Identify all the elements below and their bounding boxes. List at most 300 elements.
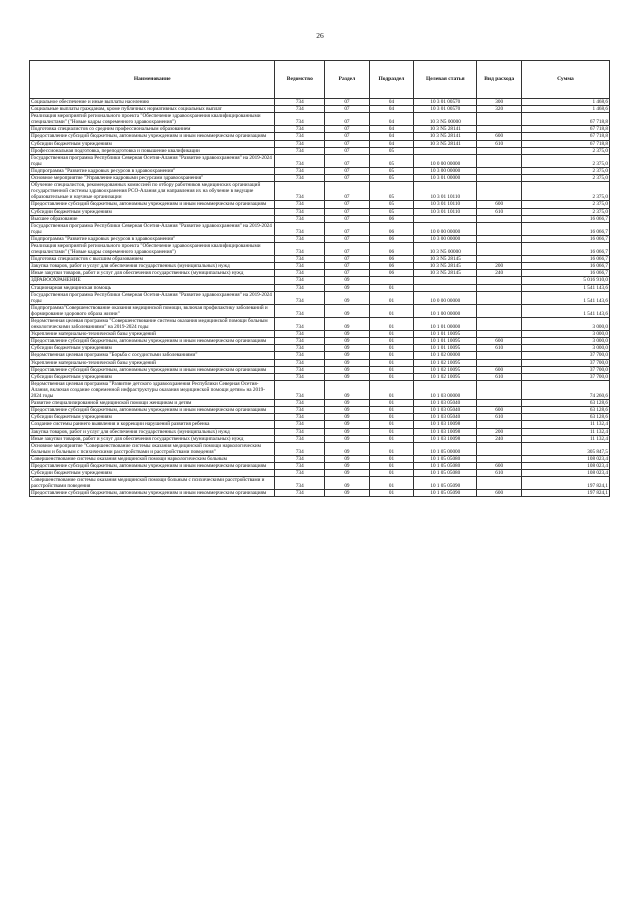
row-section-cell: 09 (325, 338, 370, 345)
row-name-cell: Обучение специалистов, рекомендованных комиссией по отбору работников медицинских организаций государственной системы здравоохранения РСО-Алания для направления их на обучение в ведущие образовательные и научные организации (30, 182, 275, 201)
row-department-cell: 734 (275, 421, 325, 428)
table-row (30, 435, 610, 442)
row-subsection-cell: 01 (369, 421, 414, 428)
row-amount-cell: 1 541 143,6 (521, 304, 609, 317)
row-subsection-cell: 05 (369, 201, 414, 208)
row-amount-cell: 108 023,4 (521, 455, 609, 462)
row-department-cell: 734 (275, 462, 325, 469)
row-target-article-cell: 10 1 01 10095 (414, 345, 477, 352)
row-expense-type-cell (477, 154, 522, 167)
table-row (30, 345, 610, 352)
table-row (30, 270, 610, 277)
row-amount-cell: 3 000,0 (521, 338, 609, 345)
row-section-cell: 09 (325, 304, 370, 317)
row-department-cell: 734 (275, 99, 325, 106)
row-target-article-cell: 10 1 03 10098 (414, 421, 477, 428)
row-department-cell: 734 (275, 263, 325, 270)
row-expense-type-cell (477, 256, 522, 263)
row-subsection-cell: 01 (369, 400, 414, 407)
row-name-cell: Субсидии бюджетным учреждениям (30, 140, 275, 147)
row-name-cell: Социальные выплаты гражданам, кроме публичных нормативных социальных выплат (30, 106, 275, 113)
row-name-cell: ЗДРАВООХРАНЕНИЕ (30, 277, 275, 284)
row-section-cell: 07 (325, 133, 370, 140)
row-subsection-cell: 01 (369, 462, 414, 469)
table-row (30, 400, 610, 407)
row-section-cell: 09 (325, 284, 370, 291)
row-section-cell: 09 (325, 442, 370, 455)
table-row (30, 167, 610, 174)
row-amount-cell: 16 066,7 (521, 222, 609, 235)
row-department-cell: 734 (275, 222, 325, 235)
table-row (30, 477, 610, 490)
row-amount-cell: 37 700,0 (521, 366, 609, 373)
table-row (30, 215, 610, 222)
row-name-cell: Предоставление субсидий бюджетным, автономным учреждениям и иным некоммерческим организациям (30, 338, 275, 345)
row-expense-type-cell (477, 291, 522, 304)
row-target-article-cell: 10 1 02 10095 (414, 366, 477, 373)
row-subsection-cell: 05 (369, 167, 414, 174)
row-subsection-cell: 01 (369, 455, 414, 462)
row-target-article-cell: 10 3 01 10110 (414, 182, 477, 201)
row-section-cell: 09 (325, 373, 370, 380)
table-row (30, 304, 610, 317)
row-expense-type-cell: 240 (477, 435, 522, 442)
row-target-article-cell: 10 3 N5 00000 (414, 242, 477, 255)
row-name-cell: Укрепление материально-технической базы учреждений (30, 359, 275, 366)
row-subsection-cell: 06 (369, 215, 414, 222)
row-amount-cell: 1 541 143,6 (521, 284, 609, 291)
row-target-article-cell: 10 1 00 00000 (414, 304, 477, 317)
row-name-cell: Ведомственная целевая программа "Борьба с сосудистыми заболеваниями" (30, 352, 275, 359)
row-expense-type-cell: 600 (477, 366, 522, 373)
table-body (30, 99, 610, 497)
row-amount-cell: 108 023,4 (521, 470, 609, 477)
row-department-cell: 734 (275, 106, 325, 113)
row-subsection-cell: 01 (369, 318, 414, 331)
table-row (30, 331, 610, 338)
row-subsection-cell: 06 (369, 242, 414, 255)
row-expense-type-cell (477, 113, 522, 126)
row-name-cell: Подпрограмма "Развитие кадровых ресурсов в здравоохранении" (30, 235, 275, 242)
row-expense-type-cell: 610 (477, 414, 522, 421)
row-name-cell: Высшее образование (30, 215, 275, 222)
table-row (30, 126, 610, 133)
table-row (30, 182, 610, 201)
row-name-cell: Предоставление субсидий бюджетным, автономным учреждениям и иным некоммерческим организациям (30, 366, 275, 373)
row-amount-cell: 11 132,4 (521, 428, 609, 435)
row-expense-type-cell: 610 (477, 470, 522, 477)
row-subsection-cell: 05 (369, 208, 414, 215)
row-target-article-cell: 10 1 05 00000 (414, 442, 477, 455)
row-amount-cell: 3 000,0 (521, 331, 609, 338)
row-target-article-cell: 10 1 05 05080 (414, 462, 477, 469)
row-name-cell: Подпрограмма"Совершенствование оказания медицинской помощи, включая профилактику заболеваний и формирование здорового образа жизни" (30, 304, 275, 317)
row-department-cell: 734 (275, 345, 325, 352)
row-target-article-cell: 10 3 N5 28141 (414, 140, 477, 147)
row-department-cell: 734 (275, 470, 325, 477)
column-header-amount: Сумма (521, 61, 609, 99)
row-name-cell: Субсидии бюджетным учреждениям (30, 345, 275, 352)
row-expense-type-cell: 600 (477, 462, 522, 469)
row-department-cell: 734 (275, 147, 325, 154)
table-row (30, 140, 610, 147)
row-expense-type-cell (477, 421, 522, 428)
row-expense-type-cell: 200 (477, 428, 522, 435)
row-expense-type-cell: 610 (477, 373, 522, 380)
row-subsection-cell: 01 (369, 407, 414, 414)
row-amount-cell: 11 132,4 (521, 421, 609, 428)
row-expense-type-cell (477, 352, 522, 359)
row-target-article-cell: 10 1 03 05040 (414, 414, 477, 421)
row-target-article-cell: 10 1 02 10095 (414, 359, 477, 366)
row-target-article-cell: 10 1 03 00000 (414, 380, 477, 399)
row-section-cell: 07 (325, 182, 370, 201)
row-department-cell: 734 (275, 113, 325, 126)
row-subsection-cell: 06 (369, 235, 414, 242)
row-target-article-cell: 10 1 01 10095 (414, 331, 477, 338)
table-row (30, 291, 610, 304)
row-department-cell: 734 (275, 352, 325, 359)
row-department-cell: 734 (275, 318, 325, 331)
budget-table (29, 60, 610, 497)
row-department-cell: 734 (275, 338, 325, 345)
row-target-article-cell: 10 3 00 00000 (414, 235, 477, 242)
row-department-cell: 734 (275, 133, 325, 140)
row-subsection-cell: 01 (369, 291, 414, 304)
row-section-cell: 07 (325, 270, 370, 277)
row-section-cell: 09 (325, 462, 370, 469)
row-subsection-cell: 01 (369, 352, 414, 359)
row-expense-type-cell (477, 455, 522, 462)
table-row (30, 133, 610, 140)
row-subsection-cell: 06 (369, 270, 414, 277)
row-expense-type-cell (477, 126, 522, 133)
row-amount-cell: 2 375,0 (521, 182, 609, 201)
row-name-cell: Предоставление субсидий бюджетным, автономным учреждениям и иным некоммерческим организациям (30, 133, 275, 140)
table-row (30, 455, 610, 462)
row-section-cell: 09 (325, 435, 370, 442)
row-name-cell: Предоставление субсидий бюджетным, автономным учреждениям и иным некоммерческим организациям (30, 201, 275, 208)
row-section-cell: 07 (325, 263, 370, 270)
row-department-cell: 734 (275, 167, 325, 174)
table-row (30, 235, 610, 242)
row-expense-type-cell: 200 (477, 263, 522, 270)
row-subsection-cell: 01 (369, 380, 414, 399)
row-target-article-cell: 10 1 03 10098 (414, 435, 477, 442)
row-expense-type-cell (477, 304, 522, 317)
table-row (30, 490, 610, 497)
row-expense-type-cell: 610 (477, 345, 522, 352)
table-row (30, 222, 610, 235)
row-section-cell: 09 (325, 428, 370, 435)
row-name-cell: Ведомственная целевая программа "Совершенствование системы оказания медицинской помощи больным онкологическими заболеваниями" на 2019-2024 годы (30, 318, 275, 331)
row-section-cell: 07 (325, 222, 370, 235)
row-section-cell: 09 (325, 345, 370, 352)
row-expense-type-cell: 600 (477, 407, 522, 414)
row-amount-cell: 37 700,0 (521, 373, 609, 380)
row-section-cell: 09 (325, 277, 370, 284)
row-subsection-cell: 01 (369, 414, 414, 421)
row-section-cell: 09 (325, 331, 370, 338)
row-amount-cell: 1 468,6 (521, 106, 609, 113)
row-expense-type-cell: 600 (477, 338, 522, 345)
row-expense-type-cell: 610 (477, 208, 522, 215)
row-target-article-cell: 10 1 01 10095 (414, 338, 477, 345)
row-department-cell: 734 (275, 277, 325, 284)
row-target-article-cell (414, 215, 477, 222)
row-name-cell: Предоставление субсидий бюджетным, автономным учреждениям и иным некоммерческим организациям (30, 490, 275, 497)
row-amount-cell: 1 468,6 (521, 99, 609, 106)
row-amount-cell: 2 375,0 (521, 147, 609, 154)
table-row (30, 99, 610, 106)
row-name-cell: Основное мероприятие "Совершенствование системы оказания медицинской помощи наркологическим больным и больным с психическими расстройствами и расстройствами поведения" (30, 442, 275, 455)
row-expense-type-cell: 600 (477, 133, 522, 140)
row-amount-cell: 2 375,0 (521, 208, 609, 215)
row-target-article-cell: 10 3 01 00570 (414, 99, 477, 106)
row-name-cell: Основное мероприятие "Управление кадровыми ресурсами здравоохранения" (30, 175, 275, 182)
row-department-cell: 734 (275, 455, 325, 462)
row-department-cell: 734 (275, 477, 325, 490)
row-amount-cell: 11 132,4 (521, 435, 609, 442)
row-name-cell: Подготовка специалистов со средним профессиональным образованием (30, 126, 275, 133)
row-amount-cell: 197 824,1 (521, 490, 609, 497)
row-expense-type-cell: 240 (477, 270, 522, 277)
row-section-cell: 09 (325, 291, 370, 304)
row-subsection-cell: 01 (369, 359, 414, 366)
table-row (30, 147, 610, 154)
row-expense-type-cell (477, 182, 522, 201)
row-subsection-cell: 01 (369, 435, 414, 442)
row-name-cell: Создание системы раннего выявления и коррекции нарушений развития ребенка (30, 421, 275, 428)
row-section-cell: 09 (325, 421, 370, 428)
row-amount-cell: 74 260,6 (521, 380, 609, 399)
column-header-name: Наименование (30, 61, 275, 99)
row-subsection-cell: 01 (369, 366, 414, 373)
budget-table-container (29, 60, 610, 497)
row-subsection-cell: 04 (369, 133, 414, 140)
row-subsection-cell: 04 (369, 140, 414, 147)
row-department-cell: 734 (275, 284, 325, 291)
row-target-article-cell: 10 1 05 05090 (414, 477, 477, 490)
row-target-article-cell: 10 0 00 00000 (414, 222, 477, 235)
row-amount-cell: 2 375,0 (521, 201, 609, 208)
row-subsection-cell: 04 (369, 113, 414, 126)
row-department-cell: 734 (275, 380, 325, 399)
row-target-article-cell: 10 1 05 05080 (414, 455, 477, 462)
table-row (30, 380, 610, 399)
row-expense-type-cell (477, 242, 522, 255)
row-name-cell: Подготовка специалистов с высшим образованием (30, 256, 275, 263)
row-section-cell: 09 (325, 490, 370, 497)
row-target-article-cell (414, 147, 477, 154)
row-target-article-cell: 10 1 03 05040 (414, 400, 477, 407)
table-row (30, 277, 610, 284)
row-department-cell: 734 (275, 215, 325, 222)
table-row (30, 154, 610, 167)
row-amount-cell: 16 066,7 (521, 270, 609, 277)
row-subsection-cell: 01 (369, 477, 414, 490)
table-row (30, 421, 610, 428)
row-name-cell: Закупка товаров, работ и услуг для обеспечения государственных (муниципальных) нужд (30, 263, 275, 270)
row-name-cell: Государственная программа Республики Северная Осетия-Алания "Развитие здравоохранения" на 2019-2024 годы (30, 291, 275, 304)
row-department-cell: 734 (275, 182, 325, 201)
table-row (30, 428, 610, 435)
row-subsection-cell: 04 (369, 99, 414, 106)
row-section-cell: 07 (325, 208, 370, 215)
row-target-article-cell: 10 1 01 00000 (414, 318, 477, 331)
row-expense-type-cell (477, 167, 522, 174)
row-amount-cell: 37 700,0 (521, 359, 609, 366)
row-expense-type-cell (477, 359, 522, 366)
row-name-cell: Субсидии бюджетным учреждениям (30, 470, 275, 477)
table-row (30, 366, 610, 373)
row-subsection-cell: 06 (369, 256, 414, 263)
row-target-article-cell: 10 3 N5 28141 (414, 133, 477, 140)
table-row (30, 407, 610, 414)
table-row (30, 242, 610, 255)
row-expense-type-cell (477, 277, 522, 284)
row-name-cell: Субсидии бюджетным учреждениям (30, 373, 275, 380)
row-target-article-cell: 10 3 N5 28145 (414, 256, 477, 263)
row-expense-type-cell (477, 442, 522, 455)
row-department-cell: 734 (275, 435, 325, 442)
row-name-cell: Предоставление субсидий бюджетным, автономным учреждениям и иным некоммерческим организациям (30, 462, 275, 469)
row-subsection-cell: 01 (369, 331, 414, 338)
row-department-cell: 734 (275, 373, 325, 380)
row-expense-type-cell (477, 147, 522, 154)
row-amount-cell: 108 023,4 (521, 462, 609, 469)
row-amount-cell: 16 066,7 (521, 235, 609, 242)
row-amount-cell: 67 718,8 (521, 133, 609, 140)
row-section-cell: 09 (325, 318, 370, 331)
row-amount-cell: 37 700,0 (521, 352, 609, 359)
row-name-cell: Совершенствование системы оказания медицинской помощи наркологическим больным (30, 455, 275, 462)
row-subsection-cell: 05 (369, 182, 414, 201)
row-department-cell: 734 (275, 331, 325, 338)
row-expense-type-cell: 610 (477, 140, 522, 147)
row-section-cell: 07 (325, 235, 370, 242)
column-header-target-article: Целевая статья (414, 61, 477, 99)
row-department-cell: 734 (275, 140, 325, 147)
row-amount-cell: 2 375,0 (521, 175, 609, 182)
row-amount-cell: 67 718,8 (521, 126, 609, 133)
row-subsection-cell: 01 (369, 345, 414, 352)
row-subsection-cell: 01 (369, 338, 414, 345)
row-expense-type-cell (477, 284, 522, 291)
row-subsection-cell: 05 (369, 154, 414, 167)
row-amount-cell: 16 066,7 (521, 215, 609, 222)
row-name-cell: Государственная программа Республики Северная Осетия-Алания "Развитие здравоохранения" на 2019-2024 годы (30, 154, 275, 167)
row-section-cell: 07 (325, 99, 370, 106)
row-subsection-cell: 06 (369, 263, 414, 270)
row-subsection-cell: 01 (369, 470, 414, 477)
table-row (30, 284, 610, 291)
row-name-cell: Закупка товаров, работ и услуг для обеспечения государственных (муниципальных) нужд (30, 428, 275, 435)
row-section-cell: 07 (325, 175, 370, 182)
row-section-cell: 07 (325, 256, 370, 263)
row-department-cell: 734 (275, 126, 325, 133)
table-row (30, 359, 610, 366)
row-section-cell: 07 (325, 126, 370, 133)
row-amount-cell: 5 016 910,0 (521, 277, 609, 284)
column-header-department: Ведомство (275, 61, 325, 99)
table-row (30, 352, 610, 359)
row-target-article-cell: 10 3 N5 28145 (414, 270, 477, 277)
row-department-cell: 734 (275, 407, 325, 414)
row-amount-cell: 3 000,0 (521, 318, 609, 331)
table-row (30, 373, 610, 380)
row-expense-type-cell (477, 215, 522, 222)
row-amount-cell: 16 066,7 (521, 256, 609, 263)
row-department-cell: 734 (275, 291, 325, 304)
row-section-cell: 09 (325, 470, 370, 477)
row-subsection-cell: 01 (369, 490, 414, 497)
row-name-cell: Предоставление субсидий бюджетным, автономным учреждениям и иным некоммерческим организациям (30, 407, 275, 414)
row-department-cell: 734 (275, 242, 325, 255)
row-amount-cell: 1 541 143,6 (521, 291, 609, 304)
row-section-cell: 07 (325, 154, 370, 167)
row-name-cell: Иные закупки товаров, работ и услуг для обеспечения государственных (муниципальных) нужд (30, 435, 275, 442)
row-name-cell: Стационарная медицинская помощь (30, 284, 275, 291)
row-expense-type-cell: 600 (477, 201, 522, 208)
row-target-article-cell: 10 3 00 00000 (414, 167, 477, 174)
column-header-expense-type: Вид расхода (477, 61, 522, 99)
row-department-cell: 734 (275, 154, 325, 167)
row-name-cell: Подпрограмма "Развитие кадровых ресурсов в здравоохранении" (30, 167, 275, 174)
row-section-cell: 09 (325, 352, 370, 359)
row-target-article-cell: 10 1 03 10098 (414, 428, 477, 435)
row-name-cell: Реализация мероприятий регионального проекта "Обеспечение здравоохранения квалифицированными специалистами" ("Новые кадры современного здравоохранения") (30, 242, 275, 255)
table-row (30, 256, 610, 263)
row-subsection-cell: 01 (369, 373, 414, 380)
row-amount-cell: 63 128,6 (521, 407, 609, 414)
row-target-article-cell (414, 277, 477, 284)
row-expense-type-cell: 600 (477, 490, 522, 497)
row-expense-type-cell (477, 222, 522, 235)
row-name-cell: Совершенствование системы оказания медицинской помощи больным с психическими расстройствами и расстройствами поведения (30, 477, 275, 490)
row-expense-type-cell (477, 400, 522, 407)
row-section-cell: 07 (325, 147, 370, 154)
table-row (30, 338, 610, 345)
row-subsection-cell: 01 (369, 304, 414, 317)
row-name-cell: Государственная программа Республики Северная Осетия-Алания "Развитие здравоохранения" на 2019-2024 годы (30, 222, 275, 235)
row-expense-type-cell: 300 (477, 99, 522, 106)
row-subsection-cell: 01 (369, 284, 414, 291)
row-department-cell: 734 (275, 208, 325, 215)
row-name-cell: Субсидии бюджетным учреждениям (30, 208, 275, 215)
row-expense-type-cell (477, 235, 522, 242)
row-subsection-cell: 05 (369, 175, 414, 182)
row-department-cell: 734 (275, 201, 325, 208)
row-target-article-cell: 10 3 N5 28141 (414, 126, 477, 133)
row-amount-cell: 3 000,0 (521, 345, 609, 352)
row-department-cell: 734 (275, 366, 325, 373)
row-target-article-cell: 10 1 05 05090 (414, 490, 477, 497)
row-subsection-cell: 04 (369, 126, 414, 133)
row-target-article-cell: 10 1 05 05080 (414, 470, 477, 477)
row-name-cell: Профессиональная подготовка, переподготовка и повышение квалификации (30, 147, 275, 154)
row-section-cell: 09 (325, 359, 370, 366)
row-department-cell: 734 (275, 304, 325, 317)
row-subsection-cell: 01 (369, 428, 414, 435)
row-target-article-cell: 10 3 N5 00000 (414, 113, 477, 126)
row-target-article-cell: 10 3 01 10110 (414, 201, 477, 208)
row-section-cell: 09 (325, 380, 370, 399)
row-target-article-cell: 10 1 02 00000 (414, 352, 477, 359)
row-target-article-cell: 10 1 03 05040 (414, 407, 477, 414)
row-department-cell: 734 (275, 400, 325, 407)
table-row (30, 462, 610, 469)
